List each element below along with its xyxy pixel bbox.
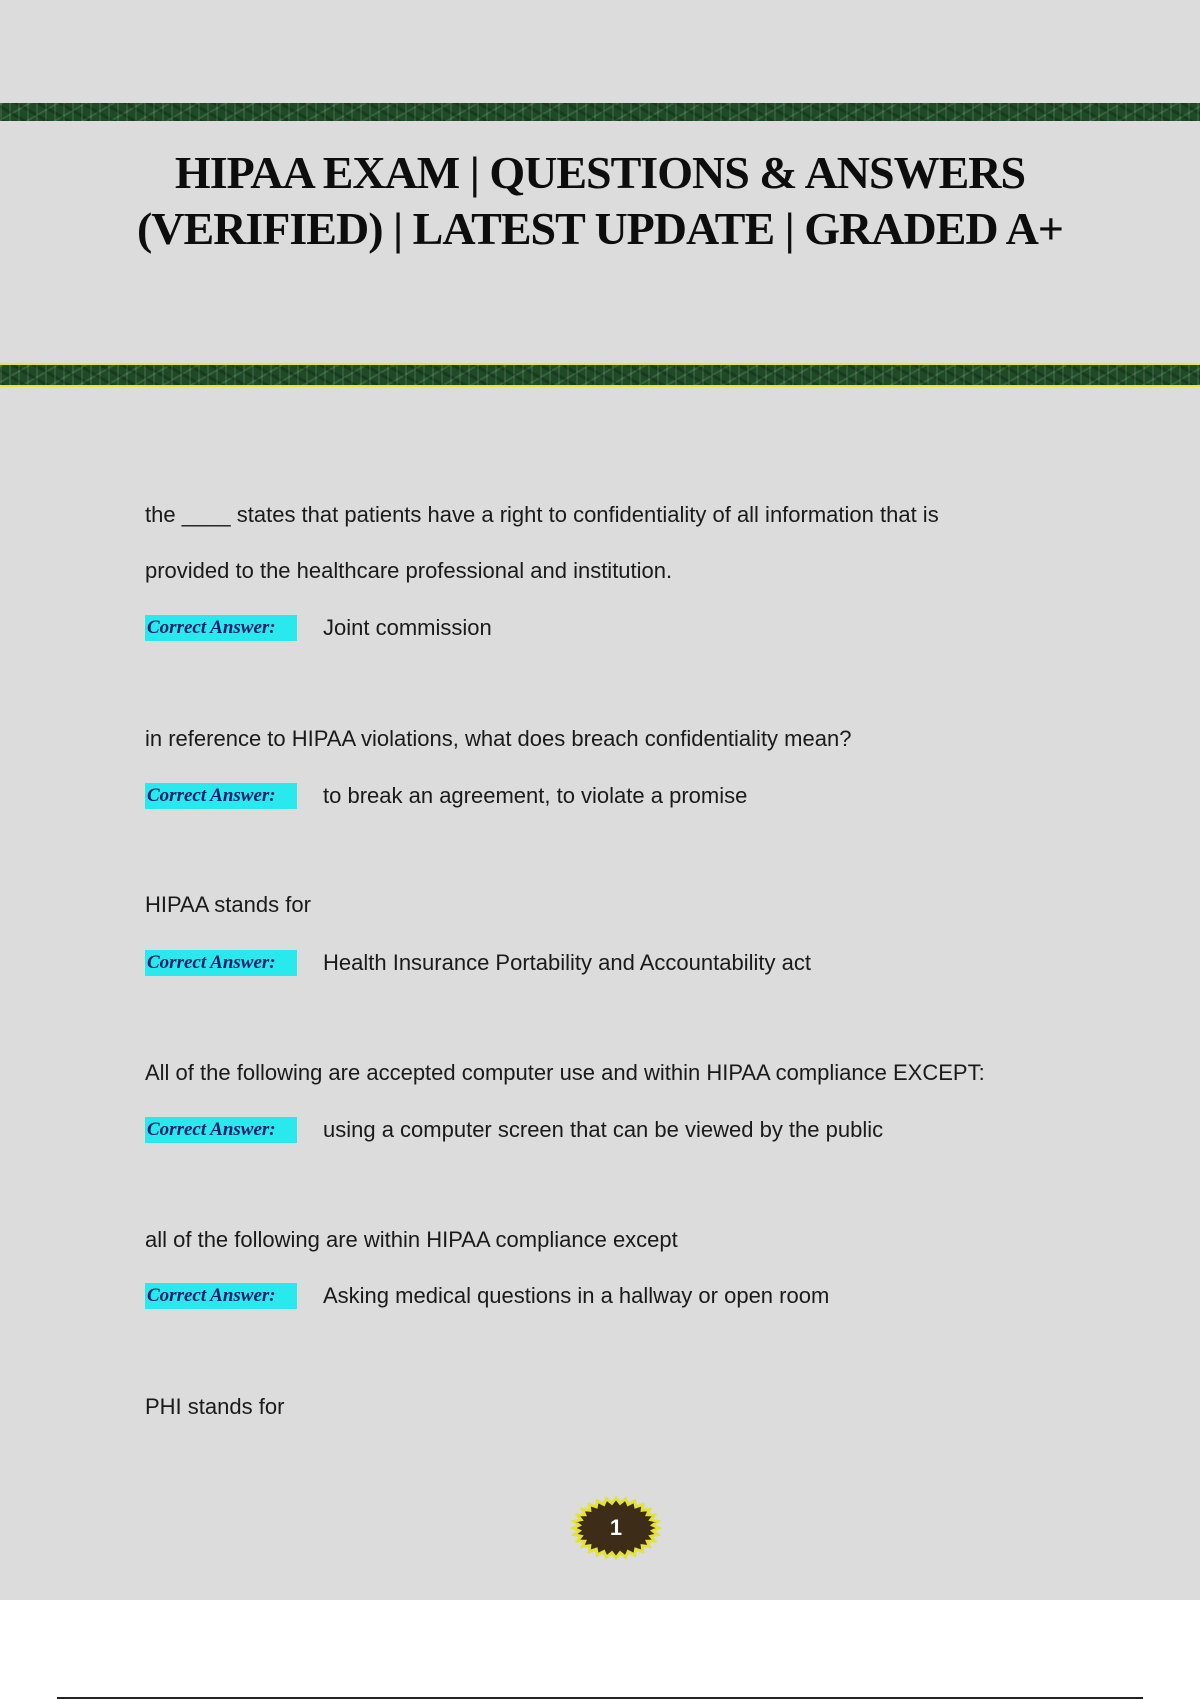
- answer-1-text: Joint commission: [323, 615, 492, 641]
- answer-row-5: [145, 1281, 829, 1310]
- header-top-band: [0, 103, 1200, 121]
- answer-4-text: using a computer screen that can be viewed by the public: [323, 1117, 884, 1143]
- footer-rule: [57, 1697, 1143, 1699]
- question-5-line-1: all of the following are within HIPAA compliance except: [145, 1227, 678, 1252]
- header-bottom-band: [0, 365, 1200, 385]
- answer-3-text: Health Insurance Portability and Accountability act: [323, 950, 811, 976]
- question-4-line-1: All of the following are accepted computer use and within HIPAA compliance EXCEPT:: [145, 1060, 985, 1085]
- question-1-line-1: the ____ states that patients have a right to confidentiality of all information that is: [145, 502, 939, 527]
- answer-2-text: to break an agreement, to violate a promise: [323, 783, 748, 809]
- question-3-line-1: HIPAA stands for: [145, 892, 311, 917]
- answer-5-text: Asking medical questions in a hallway or open room: [323, 1283, 830, 1309]
- answer-row-4: [145, 1115, 883, 1144]
- correct-answer-label: Correct Answer:: [145, 1117, 297, 1143]
- page-number: 1: [609, 1515, 623, 1540]
- question-6-line-1: PHI stands for: [145, 1394, 285, 1419]
- answer-row-2: [145, 781, 747, 810]
- document-title: HIPAA EXAM | QUESTIONS & ANSWERS (VERIFIED) | LATEST UPDATE | GRADED A+: [136, 147, 1064, 254]
- correct-answer-label: Correct Answer:: [145, 615, 297, 641]
- answer-row-3: [145, 948, 811, 977]
- question-1-line-2: provided to the healthcare professional and institution.: [145, 558, 673, 583]
- question-2-line-1: in reference to HIPAA violations, what does breach confidentiality mean?: [145, 726, 852, 751]
- correct-answer-label: Correct Answer:: [145, 950, 297, 976]
- answer-row-1: [145, 613, 492, 642]
- correct-answer-label: Correct Answer:: [145, 1283, 297, 1309]
- correct-answer-label: Correct Answer:: [145, 783, 297, 809]
- page-number-badge: [570, 1495, 662, 1561]
